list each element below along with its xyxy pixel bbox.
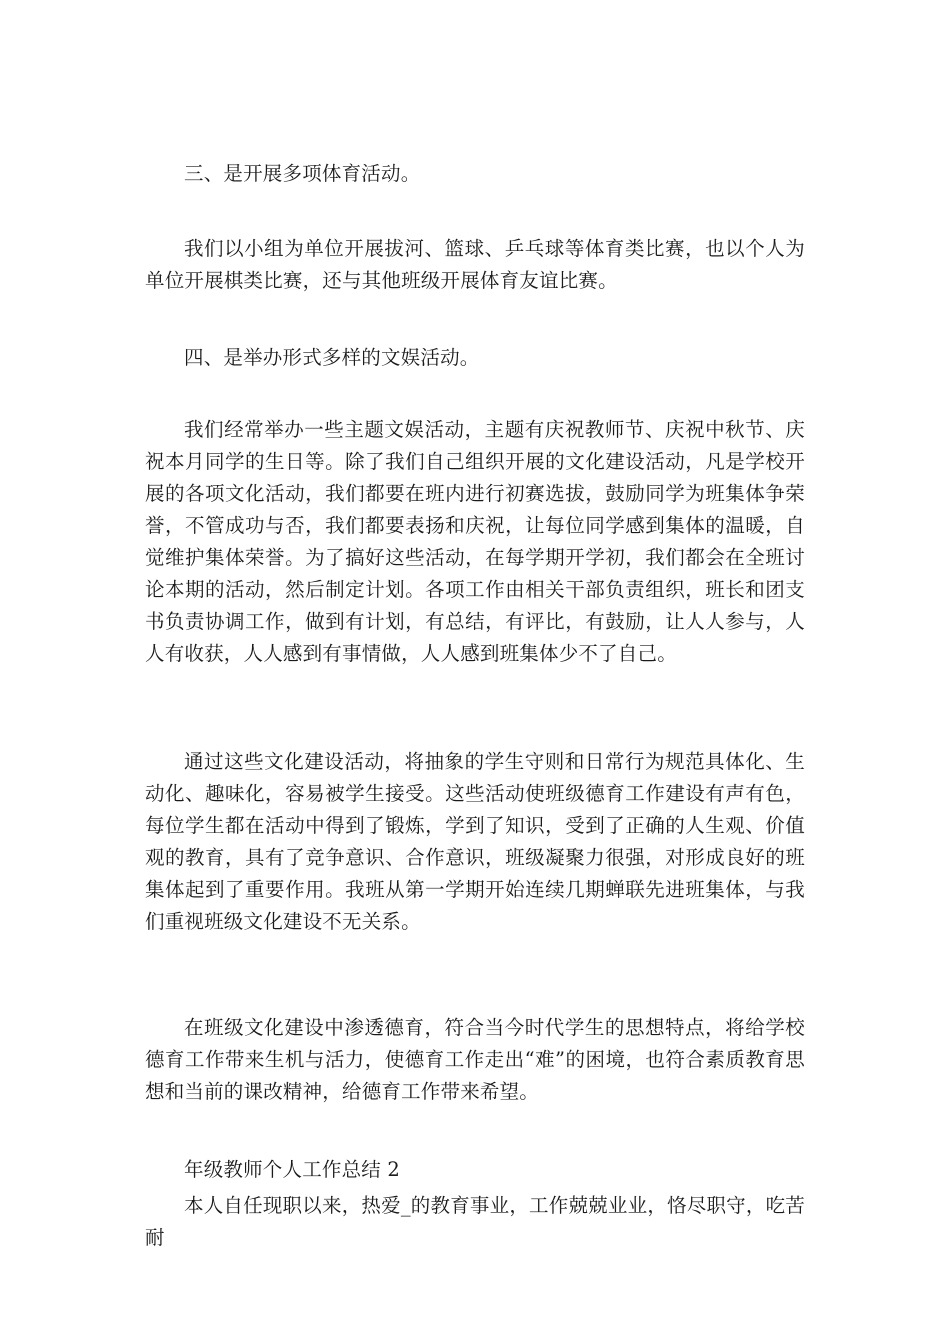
section-heading-entertainment: 四、是举办形式多样的文娱活动。 [184,346,480,369]
paragraph-moral-education: 在班级文化建设中渗透德育，符合当今时代学生的思想特点，将给学校德育工作带来生机与活力，使德育工作走出“难”的困境，也符合素质教育思想和当前的课改精神，给德育工作带来希望。 [145,1016,805,1103]
paragraph-culture-effects: 通过这些文化建设活动，将抽象的学生守则和日常行为规范具体化、生动化、趣味化，容易被学生接受。这些活动使班级德育工作建设有声有色，每位学生都在活动中得到了锻炼，学到了知识，受到了正确的人生观、价值观的教育，具有了竞争意识、合作意识，班级凝聚力很强，对形成良好的班集体起到了重要作用。我班从第一学期开始连续几期蝉联先进班集体，与我们重视班级文化建设不无关系。 [145,750,805,933]
summary-title: 年级教师个人工作总结 2 [184,1158,401,1181]
paragraph-entertainment-activities: 我们经常举办一些主题文娱活动，主题有庆祝教师节、庆祝中秋节、庆祝本月同学的生日等。除了我们自己组织开展的文化建设活动，凡是学校开展的各项文化活动，我们都要在班内进行初赛选拔，鼓励同学为班集体争荣誉，不管成功与否，我们都要表扬和庆祝，让每位同学感到集体的温暖，自觉维护集体荣誉。为了搞好这些活动，在每学期开学初，我们都会在全班讨论本期的活动，然后制定计划。各项工作由相关干部负责组织，班长和团支书负责协调工作，做到有计划，有总结，有评比，有鼓励，让人人参与，人人有收获，人人感到有事情做，人人感到班集体少不了自己。 [145,418,805,665]
paragraph-sports-activities: 我们以小组为单位开展拔河、篮球、乒乓球等体育类比赛，也以个人为单位开展棋类比赛，还与其他班级开展体育友谊比赛。 [145,237,805,292]
paragraph-summary-intro: 本人自任现职以来，热爱_的教育事业，工作兢兢业业，恪尽职守，吃苦耐 [145,1194,805,1249]
section-heading-sports: 三、是开展多项体育活动。 [184,162,421,185]
